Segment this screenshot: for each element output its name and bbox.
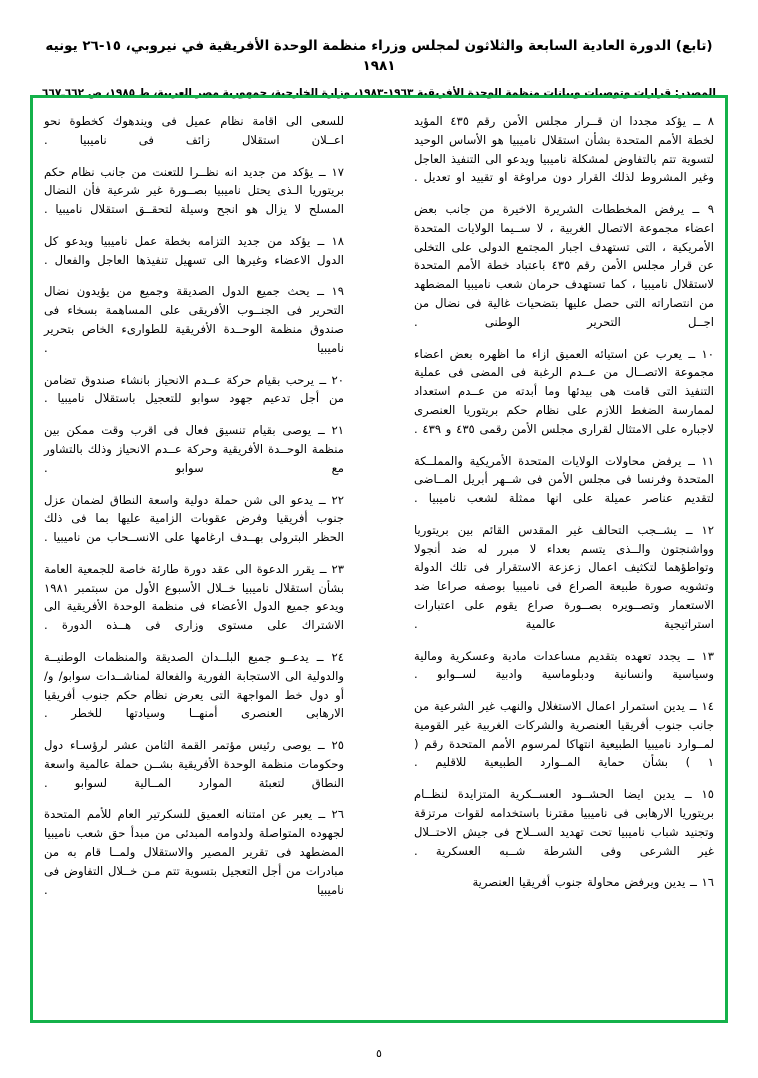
paragraph: ٢٥ ــ يوصى رئيس مؤتمر القمة الثامن عشر لرؤسـاء دول وحكومات منظمة الوحدة الأفريقية بشــن حملة عالمية واسعة النطاق لتعبئة الموارد المــالية لسوابو . <box>44 738 344 790</box>
paragraph: ٩ ــ يرفض المخططات الشريرة الاخيرة من جانب بعض اعضاء مجموعة الاتصال الغربية ، لا ســيما الولايات المتحدة الأمريكية ، التى تستهدف اجبار المجتمع الدولى على التخلى عن قرار مجلس الأمن رقم ٤٣٥ باعتباد خطة الأمم المتحدة لاستقلال ناميبيا ، كما تستهدف حرمان شعب ناميبيا المضطهد من انتصاراته التى حصل عليها بتضحيات غالية فى نضال من اجــل التحرير الوطنى . <box>414 202 714 329</box>
source-line: المصدر: قرارات وتوصيات وبيانات منظمة الوحدة الأفريقية ١٩٦٣-١٩٨٣، وزارة الخارجية، جمهورية مصر العربية، ط ١٩٨٥، ص ٦٦٢ـ٦٦٧ <box>42 86 716 99</box>
paragraph: ٢٣ ــ يقرر الدعوة الى عقد دورة طارئة خاصة للجمعية العامة بشأن استقلال ناميبيا خــلال الأسبوع الأول من سبتمبر ١٩٨١ ويدعو جميع الدول الأعضاء فى منظمة الوحدة الأفريقية الى الاشتراك على مستوى وزارى فى هــذه الدورة . <box>44 561 344 633</box>
paragraph: ٨ ــ يؤكد مجددا ان قــرار مجلس الأمن رقم ٤٣٥ المؤيد لخطة الأمم المتحدة بشأن استقلال ناميبيا هو الأساس الوحيد لتسوية تتم بالتفاوض لمشكلة ناميبيا ويدعو الى التنفيذ العاجل وغير المشروط لذلك القرار دون مراوغة او تقييد او تعديل . <box>414 114 714 185</box>
page-title: (تابع) الدورة العادية السابعة والثلاثون لمجلس وزراء منظمة الوحدة الأفريقية في نيروبي، ١٥-٢٦ يونيه ١٩٨١ <box>45 38 713 75</box>
paragraph: ١١ ــ يرفض محاولات الولايات المتحدة الأمريكية والمملــكة المتحدة وفرنسا فى مجلس الأمن فى شــهر أبريل المــاضى لتقديم عناصر عميلة على انها ممثلة لشعب ناميبيا . <box>414 453 714 506</box>
paragraph: ٢٢ ــ يدعو الى شن حملة دولية واسعة النطاق لضمان عزل جنوب أفريقيا وفرض عقوبات الزامية عليها بما فى ذلك الحظر البترولى بهــدف ارغامها على الانســحاب من ناميبيا . <box>44 492 344 545</box>
paragraph: ١٤ ــ يدين استمرار اعمال الاستغلال والنهب غير الشرعية من جانب جنوب أفريقيا العنصرية والشركات الغربية غير القومية لمــوارد ناميبيا الطبيعية انتهاكا لمرسوم الأمم المتحدة رقم ( ١ ) بشأن حماية المــوارد الطبيعية للاقليم . <box>414 699 714 770</box>
paragraph: ١٦ ــ يدين ويرفض محاولة جنوب أفريقيا العنصرية <box>472 875 714 890</box>
column-left <box>414 112 714 1006</box>
paragraph: ٢٠ ــ يرحب بقيام حركة عــدم الانحياز بانشاء صندوق تضامن من أجل تدعيم جهود سوابو للتعجيل باستقلال ناميبيا . <box>44 372 344 406</box>
paragraph: ١٥ ــ يدين ايضا الحشــود العســكرية المتزايدة لنظــام بريتوريا الارهابى فى ناميبيا مقترنا باستخدامه لقوات مرتزقة وتجنيد شباب ناميبيا تحت تهديد الســلاح فى جيش الاحتــلال غير الشرعى وفى الشرطة شــبه العسكرية . <box>414 787 714 858</box>
paragraph: للسعى الى اقامة نظام عميل فى ويندهوك كخطوة نحو اعــلان استقلال زائف فى ناميبيا . <box>44 114 344 147</box>
paragraph: ٢٤ ــ يدعــو جميع البلــدان الصديقة والمنظمات الوطنيــة والدولية الى الاستجابة الفورية والفعالة لمناشــدات سوابو/ و/ أو دول خط المواجهة التى يعرض نظام حكم جنوب أفريقيا الارهابى العنصرى أمنهــا وسيادتها للخطر . <box>44 649 344 721</box>
column-right <box>44 112 344 1006</box>
paragraph: ١٠ ــ يعرب عن استيائه العميق ازاء ما اظهره بعض اعضاء مجموعة الاتصــال من عــدم الرغبة فى المضى فى عملية التنفيذ التى قامت هى بيدئها وما أبدته من عــدم استعداد لممارسة الضغط اللازم على نظام حكم بريتوريا العنصرى لاجباره على الامتثال لقرارى مجلس الأمن رقمى ٤٣٥ و ٤٣٩ . <box>414 346 714 436</box>
paragraph: ١٢ ــ يشــجب التحالف غير المقدس القائم بين بريتوريا وواشنجتون والــذى يتسم بعداء لا مبرر له ضد أنجولا وتواطؤهما لتكثيف اعمال زعزعة الاستقرار فى تلك الدولة وتشويه صورة طبيعة الصراع فى ناميبيا بوصفه صراعا ضد الاستعمار وتصــويره بصــورة صراع يقوم على اعتبارات استراتيجية عالمية . <box>414 522 714 631</box>
paragraph: ١٩ ــ يحث جميع الدول الصديقة وجميع من يؤيدون نضال التحرير فى الجنــوب الأفريقى على المساهمة بسخاء فى صندوق منظمة الوحــدة الأفريقية للطوارىء الخاص بتحرير ناميبيا . <box>44 284 344 355</box>
paragraph: ١٨ ــ يؤكد من جديد التزامه بخطة عمل ناميبيا ويدعو كل الدول الاعضاء وغيرها الى تسهيل تنفيذها العاجل والفعال . <box>44 233 344 267</box>
text-columns <box>44 112 714 1006</box>
paragraph: ١٧ ــ يؤكد من جديد انه نظــرا للتعنت من جانب نظام حكم بريتوريا الـذى يحتل ناميبيا بصــورة غير شرعية فأن النضال المسلح لا يزال هو انجح وسيلة لتحقــق استقلال ناميبيا . <box>44 164 344 217</box>
paragraph: ٢١ ــ يوصى بقيام تنسيق فعال فى اقرب وقت ممكن بين منظمة الوحــدة الأفريقية وحركة عــدم الانحياز وذلك بالتشاور مع سوابو . <box>44 423 344 475</box>
paragraph: ١٣ ــ يجدد تعهده بتقديم مساعدات مادية وعسكرية ومالية وسياسية وانسانية ودبلوماسية وادبية لســوابو . <box>414 648 714 682</box>
paragraph: ٢٦ ــ يعبر عن امتنانه العميق للسكرتير العام للأمم المتحدة لجهوده المتواصلة ولدوامه المبدئى من مبدأ حق شعب ناميبيا المضطهد فى تقرير المصير والاستقلال ولمــا قام به من مبادرات من أجل التعجيل بتسوية تتم مـن خــلال التفاوض فى ناميبيا . <box>44 807 344 897</box>
page-number: ٥ <box>376 1047 382 1060</box>
